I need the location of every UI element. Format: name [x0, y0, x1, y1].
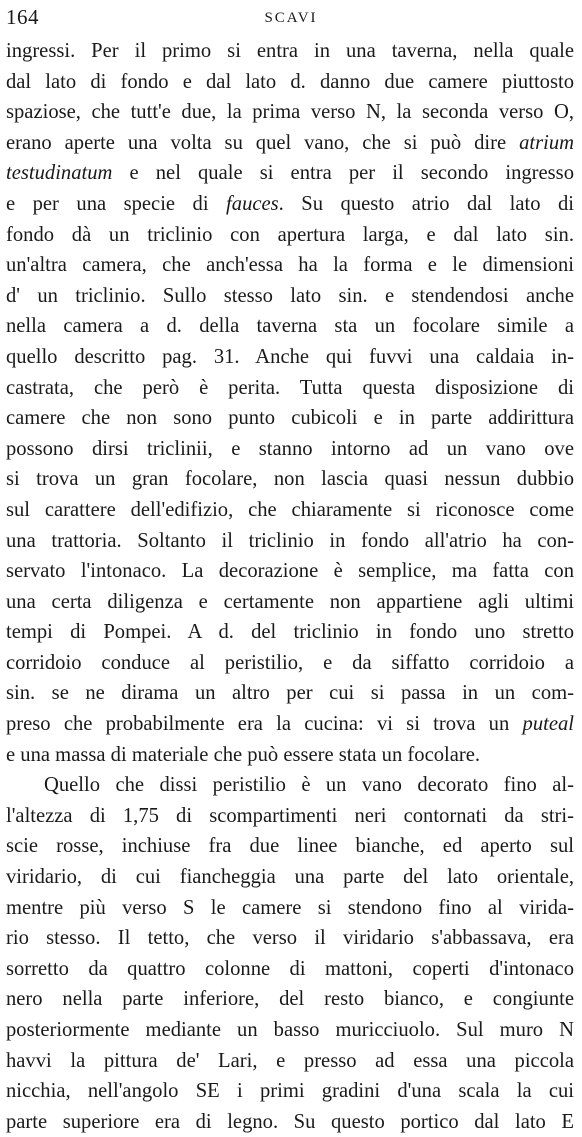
- text-run: si trova un gran focolare, non lascia quasi nessun dubbio: [6, 468, 574, 491]
- text-run: scie rosse, inchiuse fra due linee bianche, ed aperto sul: [6, 835, 574, 858]
- text-line: [6, 648, 574, 679]
- text-run: parte superiore era di legno. Su questo portico dal lato E: [6, 1110, 574, 1133]
- text-run: nella camera a d. della taverna sta un focolare simile a: [6, 315, 574, 338]
- text-line: [6, 464, 574, 495]
- text-run: camere che non sono punto cubicoli e in parte addirittura: [6, 407, 574, 430]
- text-run: posteriormente mediante un basso muricciuolo. Sul muro N: [6, 1019, 574, 1041]
- text-run: sorretto da quattro colonne di mattoni, coperti d'intonaco: [6, 957, 574, 980]
- text-line: [6, 403, 574, 434]
- text-run: nero nella parte inferiore, del resto bianco, e congiunte: [6, 988, 574, 1011]
- text-line: [6, 556, 574, 587]
- text-line: [6, 342, 574, 373]
- page-header: [6, 4, 576, 30]
- text-run: e per una specie di: [6, 192, 227, 215]
- text-line: [6, 311, 574, 342]
- text-run: havvi la pittura de' Lari, e presso ad essa una piccola: [6, 1049, 574, 1072]
- text-run: corridoio conduce al peristilio, e da siffatto corridoio a: [6, 651, 574, 674]
- text-run: d' un triclinio. Sullo stesso lato sin. e stendendosi anche: [6, 284, 574, 307]
- text-run: viridario, di cui fiancheggia una parte del lato orientale,: [6, 866, 574, 889]
- body-text: [6, 36, 574, 1137]
- text-line: [6, 1046, 574, 1077]
- text-line: [6, 97, 574, 128]
- text-run: erano aperte una volta su quel vano, che si può dire: [6, 131, 520, 154]
- text-line: [6, 189, 574, 220]
- text-line: [6, 984, 574, 1015]
- text-run: rio stesso. Il tetto, che verso il viridario s'abbassava, era: [6, 927, 574, 950]
- text-line: [6, 740, 574, 771]
- running-head: SCAVI: [264, 10, 318, 26]
- text-line: [6, 36, 574, 67]
- text-line: [6, 250, 574, 281]
- text-line: [6, 281, 574, 312]
- text-run: servato l'intonaco. La decorazione è semplice, ma fatta con: [6, 560, 574, 583]
- italic-term: fauces: [226, 192, 279, 215]
- italic-term: puteal: [522, 713, 574, 736]
- text-run: nicchia, nell'angolo SE i primi gradini d'una scala la cui: [6, 1080, 574, 1103]
- text-run: tempi di Pompei. A d. del triclinio in fondo uno stretto: [6, 621, 574, 644]
- text-run: ingressi. Per il primo si entra in una taverna, nella quale: [6, 40, 574, 62]
- text-line: [6, 373, 574, 404]
- text-run: castrata, che però è perita. Tutta questa disposizione di: [6, 376, 574, 399]
- text-line: [6, 1107, 574, 1137]
- text-run: mentre più verso S le camere si stendono fino al virida-: [6, 896, 574, 919]
- text-line: [6, 770, 574, 801]
- text-run: spaziose, che tutt'e due, la prima verso N, la seconda verso O,: [6, 101, 574, 124]
- text-run: dal lato di fondo e dal lato d. danno due camere piuttosto: [6, 70, 574, 93]
- text-run: Quello che dissi peristilio è un vano decorato fino al-: [44, 774, 574, 797]
- text-line: [6, 128, 574, 159]
- italic-term: testudinatum: [6, 162, 113, 185]
- text-line: [6, 67, 574, 98]
- text-run: una trattoria. Soltanto il triclinio in fondo all'atrio ha con-: [6, 529, 574, 552]
- text-line: [6, 220, 574, 251]
- text-line: [6, 587, 574, 618]
- text-line: [6, 923, 574, 954]
- text-line: [6, 831, 574, 862]
- text-run: possono dirsi triclinii, e stanno intorno ad un vano ove: [6, 437, 574, 460]
- text-run: e nel quale si entra per il secondo ingresso: [112, 162, 574, 185]
- page-number: 164: [6, 5, 39, 29]
- text-line: [6, 893, 574, 924]
- text-line: [6, 954, 574, 985]
- text-run: quello descritto pag. 31. Anche qui fuvvi una caldaia in-: [6, 345, 574, 368]
- italic-term: atrium: [519, 131, 574, 154]
- text-line: [6, 1076, 574, 1107]
- text-run: preso che probabilmente era la cucina: vi si trova un: [6, 713, 523, 736]
- text-run: fondo dà un triclinio con apertura larga, e dal lato sin.: [6, 223, 574, 246]
- text-line: [6, 434, 574, 465]
- text-line: [6, 801, 574, 832]
- text-line: [6, 709, 574, 740]
- text-run: una certa diligenza e certamente non appartiene agli ultimi: [6, 590, 574, 613]
- text-run: sul carattere dell'edifizio, che chiaramente si riconosce come: [6, 498, 574, 521]
- text-run: un'altra camera, che anch'essa ha la forma e le dimensioni: [6, 254, 574, 277]
- text-line: [6, 158, 574, 189]
- text-run: e una massa di materiale che può essere stata un focolare.: [6, 743, 481, 766]
- text-line: [6, 495, 574, 526]
- text-line: [6, 678, 574, 709]
- text-line: [6, 862, 574, 893]
- text-line: [6, 617, 574, 648]
- text-line: [6, 1015, 574, 1046]
- text-run: . Su questo atrio dal lato di: [278, 192, 574, 215]
- text-line: [6, 526, 574, 557]
- text-run: l'altezza di 1,75 di scompartimenti neri contornati da stri-: [6, 804, 574, 827]
- text-run: sin. se ne dirama un altro per cui si passa in un com-: [6, 682, 574, 705]
